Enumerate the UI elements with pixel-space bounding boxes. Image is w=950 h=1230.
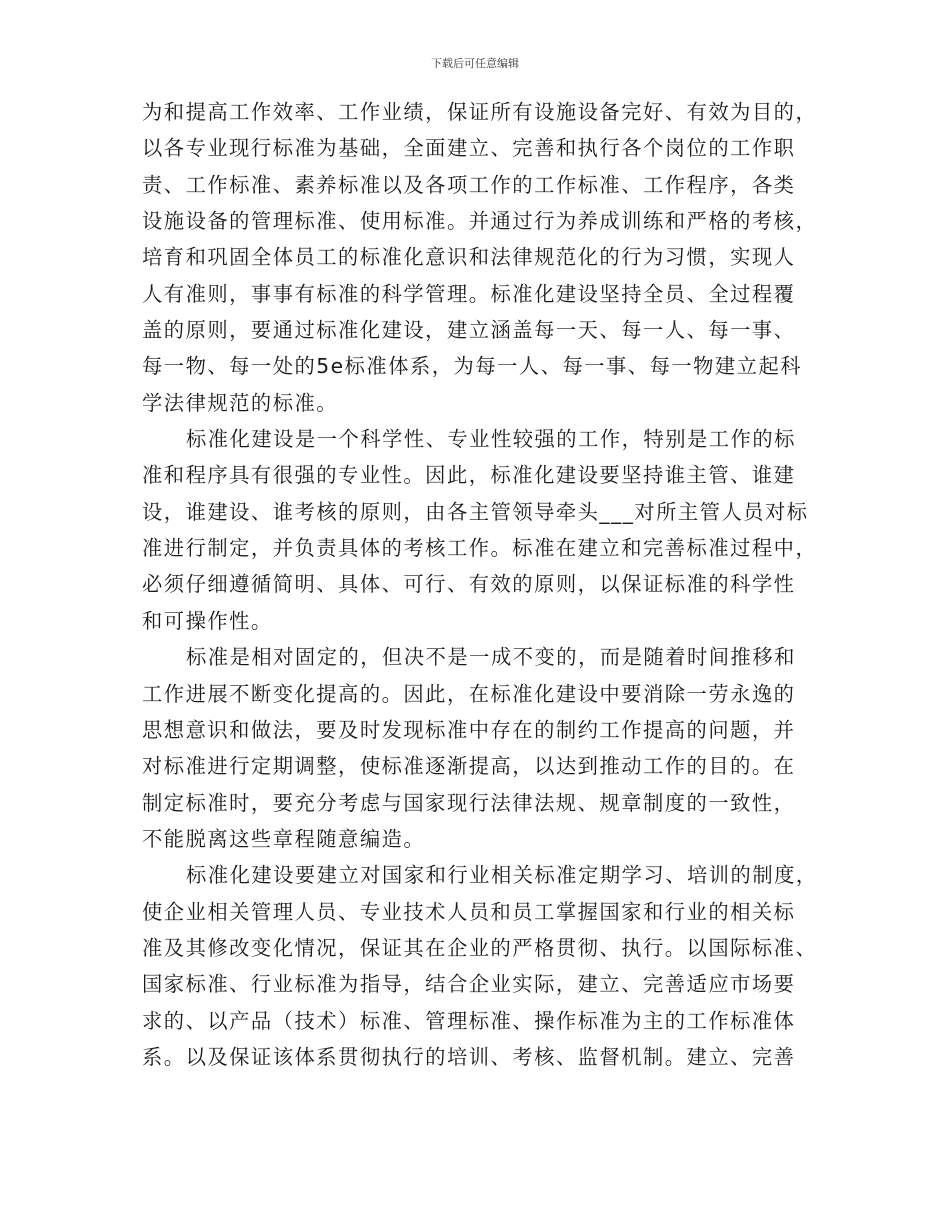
- text-line: 准和程序具有很强的专业性。因此，标准化建设要坚持谁主管、谁建: [142, 463, 796, 488]
- text-line: 思想意识和做法，要及时发现标准中存在的制约工作提高的问题，并: [142, 717, 796, 742]
- text-line: 准进行制定，并负责具体的考核工作。标准在建立和完善标准过程中，: [142, 536, 818, 561]
- text-line: 每一物、每一处的5e标准体系，为每一人、每一事、每一物建立起科: [142, 354, 803, 379]
- text-line: 责、工作标准、素养标准以及各项工作的工作标准、工作程序，各类: [142, 172, 796, 197]
- document-body: [142, 94, 822, 1075]
- text-line: 对标准进行定期调整，使标准逐渐提高，以达到推动工作的目的。在: [142, 754, 796, 779]
- text-line: 盖的原则，要通过标准化建设，建立涵盖每一天、每一人、每一事、: [142, 318, 796, 343]
- text-line: 使企业相关管理人员、专业技术人员和员工掌握国家和行业的相关标: [142, 899, 796, 924]
- text-line: 国家标准、行业标准为指导，结合企业实际，建立、完善适应市场要: [142, 972, 796, 997]
- text-line: 标准化建设是一个科学性、专业性较强的工作，特别是工作的标: [186, 427, 796, 452]
- text-line: 必须仔细遵循简明、具体、可行、有效的原则，以保证标准的科学性: [142, 572, 796, 597]
- text-line: 人有准则，事事有标准的科学管理。标准化建设坚持全员、全过程覆: [142, 281, 796, 306]
- text-line: 不能脱离这些章程随意编造。: [142, 826, 426, 851]
- page-header: 下载后可任意编辑: [431, 57, 519, 70]
- text-line: 为和提高工作效率、工作业绩，保证所有设施设备完好、有效为目的，: [142, 100, 818, 124]
- paragraph-3: [142, 639, 822, 857]
- text-line: 制定标准时，要充分考虑与国家现行法律法规、规章制度的一致性，: [142, 790, 796, 815]
- paragraph-2: [142, 421, 822, 639]
- text-line: 设施设备的管理标准、使用标准。并通过行为养成训练和严格的考核，: [142, 209, 818, 234]
- text-line: 培育和巩固全体员工的标准化意识和法律规范化的行为习惯，实现人: [142, 245, 796, 270]
- text-line: 准及其修改变化情况，保证其在企业的严格贯彻、执行。以国际标准、: [142, 935, 818, 960]
- text-line: 工作进展不断变化提高的。因此，在标准化建设中要消除一劳永逸的: [142, 681, 796, 706]
- text-line: 标准化建设要建立对国家和行业相关标准定期学习、培训的制度，: [186, 863, 818, 888]
- text-line: 标准是相对固定的，但决不是一成不变的，而是随着时间推移和: [186, 645, 796, 670]
- text-line: 设，谁建设、谁考核的原则，由各主管领导牵头___对所主管人员对标: [142, 499, 809, 524]
- text-line: 学法律规范的标准。: [142, 390, 339, 415]
- text-line: 和可操作性。: [142, 608, 273, 633]
- paragraph-4: [142, 857, 822, 1075]
- text-line: 求的、以产品（技术）标准、管理标准、操作标准为主的工作标准体: [142, 1008, 796, 1033]
- paragraph-1: [142, 94, 822, 421]
- text-line: 以各专业现行标准为基础，全面建立、完善和执行各个岗位的工作职: [142, 136, 796, 161]
- text-line: 系。以及保证该体系贯彻执行的培训、考核、监督机制。建立、完善: [142, 1044, 796, 1069]
